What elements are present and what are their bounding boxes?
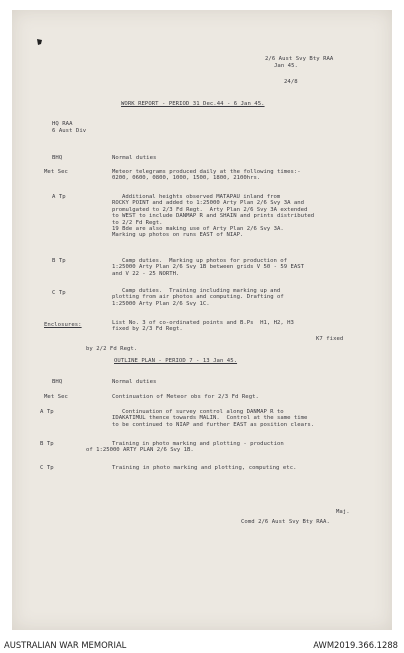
enclosures-text [112,320,294,333]
plan-text-ctp: Training in photo marking and plotting, computing etc. [112,465,297,471]
section-label-bhq: BHQ [52,155,63,161]
met-line-1: Meteor telegrams produced daily at the following times:- [112,169,301,175]
section-label-btp: B Tp [52,258,66,264]
section-label-atp: A Tp [52,194,66,200]
archive-footer [0,636,404,653]
atp-line-4: to WEST to include DANMAP R and SHAIN and prints distributed [112,213,315,220]
atp-line-1: Additional heights observed MATAPAU inland from [122,194,281,200]
atp-line-7: Marking up photos on runs EAST of NIAP. [112,232,244,239]
btp-line-2: 1:25000 Arty Plan 2/6 Svy 1B between grids V 50 - 59 EAST [112,264,304,271]
header-ref: 24/8 [284,79,298,85]
plan-atp-line-1: Continuation of survey control along DANMAP R to [122,409,284,415]
plan-btp-line-2: of 1:25000 ARTY PLAN 2/6 Svy 1B. [86,447,194,454]
plan-label-btp: B Tp [40,441,54,447]
plan-btp-line-1: Training in photo marking and plotting - production [112,441,284,447]
plan-label-atp: A Tp [40,409,54,415]
outline-title: OUTLINE PLAN - PERIOD 7 - 13 Jan 45. [114,358,238,364]
addressee-line-2: 6 Aust Div [52,128,87,134]
plan-text-met: Continuation of Meteor obs for 2/3 Fd Regt. [112,394,259,400]
header-date: Jan 45. [274,63,298,69]
section-label-met: Met Sec [44,169,68,175]
atp-line-2: ROCKY POINT and added to 1:25000 Arty Plan 2/6 Svy 3A and [112,200,304,207]
section-text-atp [112,194,314,239]
addressee-line-1: HQ RAA [52,121,73,127]
signature-line: Comd 2/6 Aust Svy Bty RAA. [241,519,330,525]
plan-text-btp [86,441,284,454]
plan-label-met: Met Sec [44,394,68,400]
ctp-line-3: 1:25000 Arty Plan 2/6 Svy 1C. [112,300,210,307]
report-title: WORK REPORT - PERIOD 31 Dec.44 - 6 Jan 45. [121,101,265,107]
section-text-met [112,169,301,182]
ctp-line-1: Camp duties. Training including marking up and [122,288,281,294]
enclosures-by: by 2/2 Fd Regt. [86,346,138,352]
header-unit: 2/6 Aust Svy Bty RAA [265,56,334,62]
met-line-2: 0200, 0600, 0800, 1000, 1500, 1800, 2100hrs. [112,175,261,182]
plan-atp-line-3: to be continued to NIAP and further EAST as position clears. [112,421,315,428]
section-text-btp [112,258,304,277]
atp-line-6: 19 Bde are also making use of Arty Plan 2/6 Svy 3A. [112,226,284,233]
signature-rank: Maj. [336,509,350,515]
footer-institution: AUSTRALIAN WAR MEMORIAL [4,640,127,650]
ctp-line-2: plotting from air photos and computing. Drafting of [112,294,284,301]
atp-line-3: promulgated to 2/3 Fd Regt. Arty Plan 2/6 Svy 3A extended [112,206,308,213]
footer-accession: AWM2019.366.1288 [313,640,398,650]
plan-text-bhq: Normal duties [112,379,157,385]
plan-label-bhq: BHQ [52,379,63,385]
enclosures-k7: K7 fixed [316,336,344,342]
section-text-ctp [112,288,284,307]
section-text-bhq: Normal duties [112,155,157,161]
btp-line-3: and V 22 - 25 NORTH. [112,270,180,277]
plan-atp-line-2: IDAKATIMUL thence towards MALIN. Control at the same time [112,415,308,422]
enclosures-line-2: fixed by 2/3 Fd Regt. [112,326,183,333]
punch-hole-mark [36,38,44,46]
btp-line-1: Camp duties. Marking up photos for production of [122,258,288,264]
enclosures-line-1: List No. 3 of co-ordinated points and B.Ps H1, H2, H3 [112,320,294,326]
atp-line-5: to 2/2 Fd Regt. [112,219,163,226]
plan-label-ctp: C Tp [40,465,54,471]
section-label-ctp: C Tp [52,290,66,296]
plan-text-atp [112,409,314,428]
enclosures-label: Enclosures: [44,322,82,328]
